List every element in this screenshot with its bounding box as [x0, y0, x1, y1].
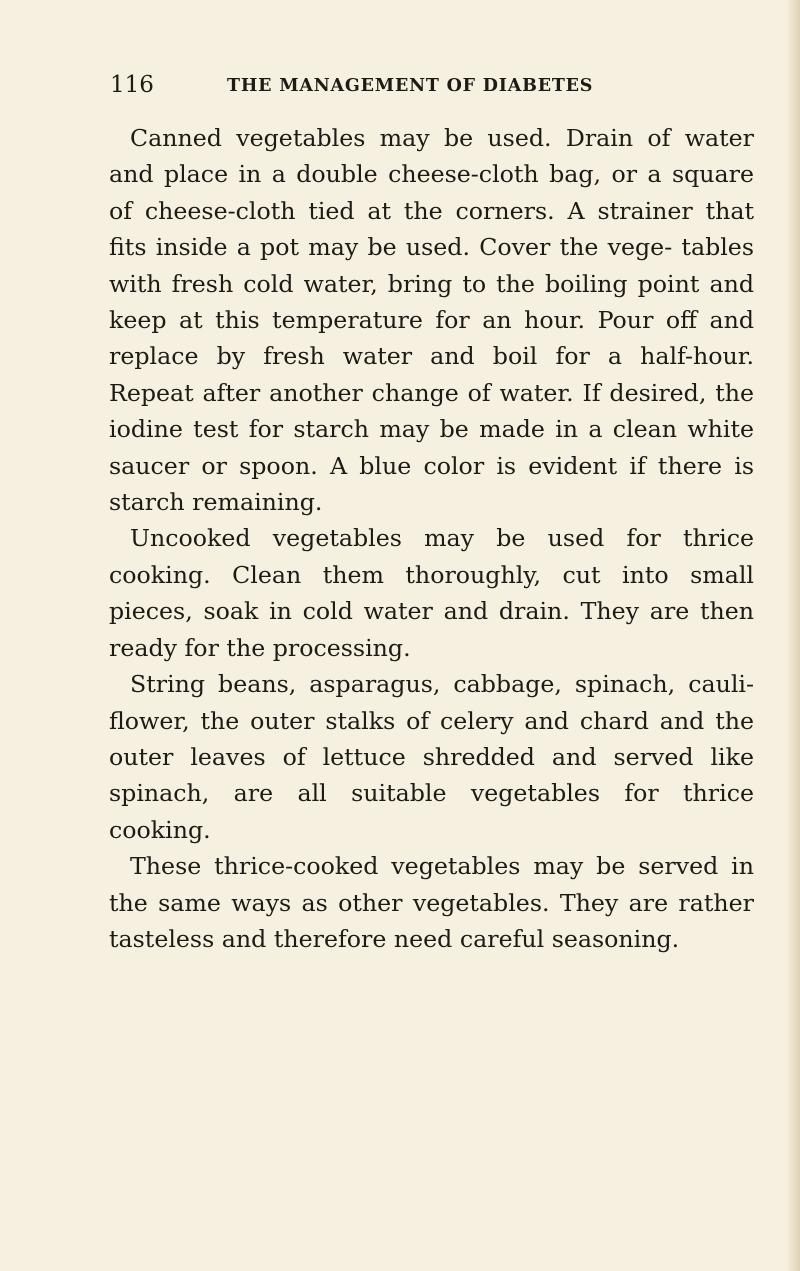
- paragraph-suitable-vegetables: String beans, asparagus, cabbage, spinach, cauli- flower, the outer stalks of celery and chard and the outer leaves of lettuce shredded and served like spinach, are all suitable vegetables for thrice cooking.: [109, 670, 754, 844]
- body-text: [109, 120, 754, 957]
- page-number: 116: [110, 72, 154, 98]
- paragraph-uncooked-vegetables: Uncooked vegetables may be used for thrice cooking. Clean them thoroughly, cut into small pieces, soak in cold water and drain. They are then ready for the processing.: [109, 524, 754, 662]
- paragraph-canned-vegetables: Canned vegetables may be used. Drain of water and place in a double cheese-cloth bag, or a square of cheese-cloth tied at the corners. A strainer that fits inside a pot may be used. Cover the vege- tables with fresh cold water, bring to the boiling point and keep at this temperature for an hour. Pour off and replace by fresh water and boil for a half-hour. Repeat after another change of water. If desired, the iodine test for starch may be made in a clean white saucer or spoon. A blue color is evident if there is starch remaining.: [109, 124, 754, 517]
- paragraph-serving: These thrice-cooked vegetables may be served in the same ways as other vegetables. They are rather tasteless and therefore need careful seasoning.: [109, 852, 754, 953]
- running-head: [110, 72, 630, 102]
- page-edge-shadow: [786, 0, 800, 1271]
- running-head-title: THE MANAGEMENT OF DIABETES: [227, 76, 594, 96]
